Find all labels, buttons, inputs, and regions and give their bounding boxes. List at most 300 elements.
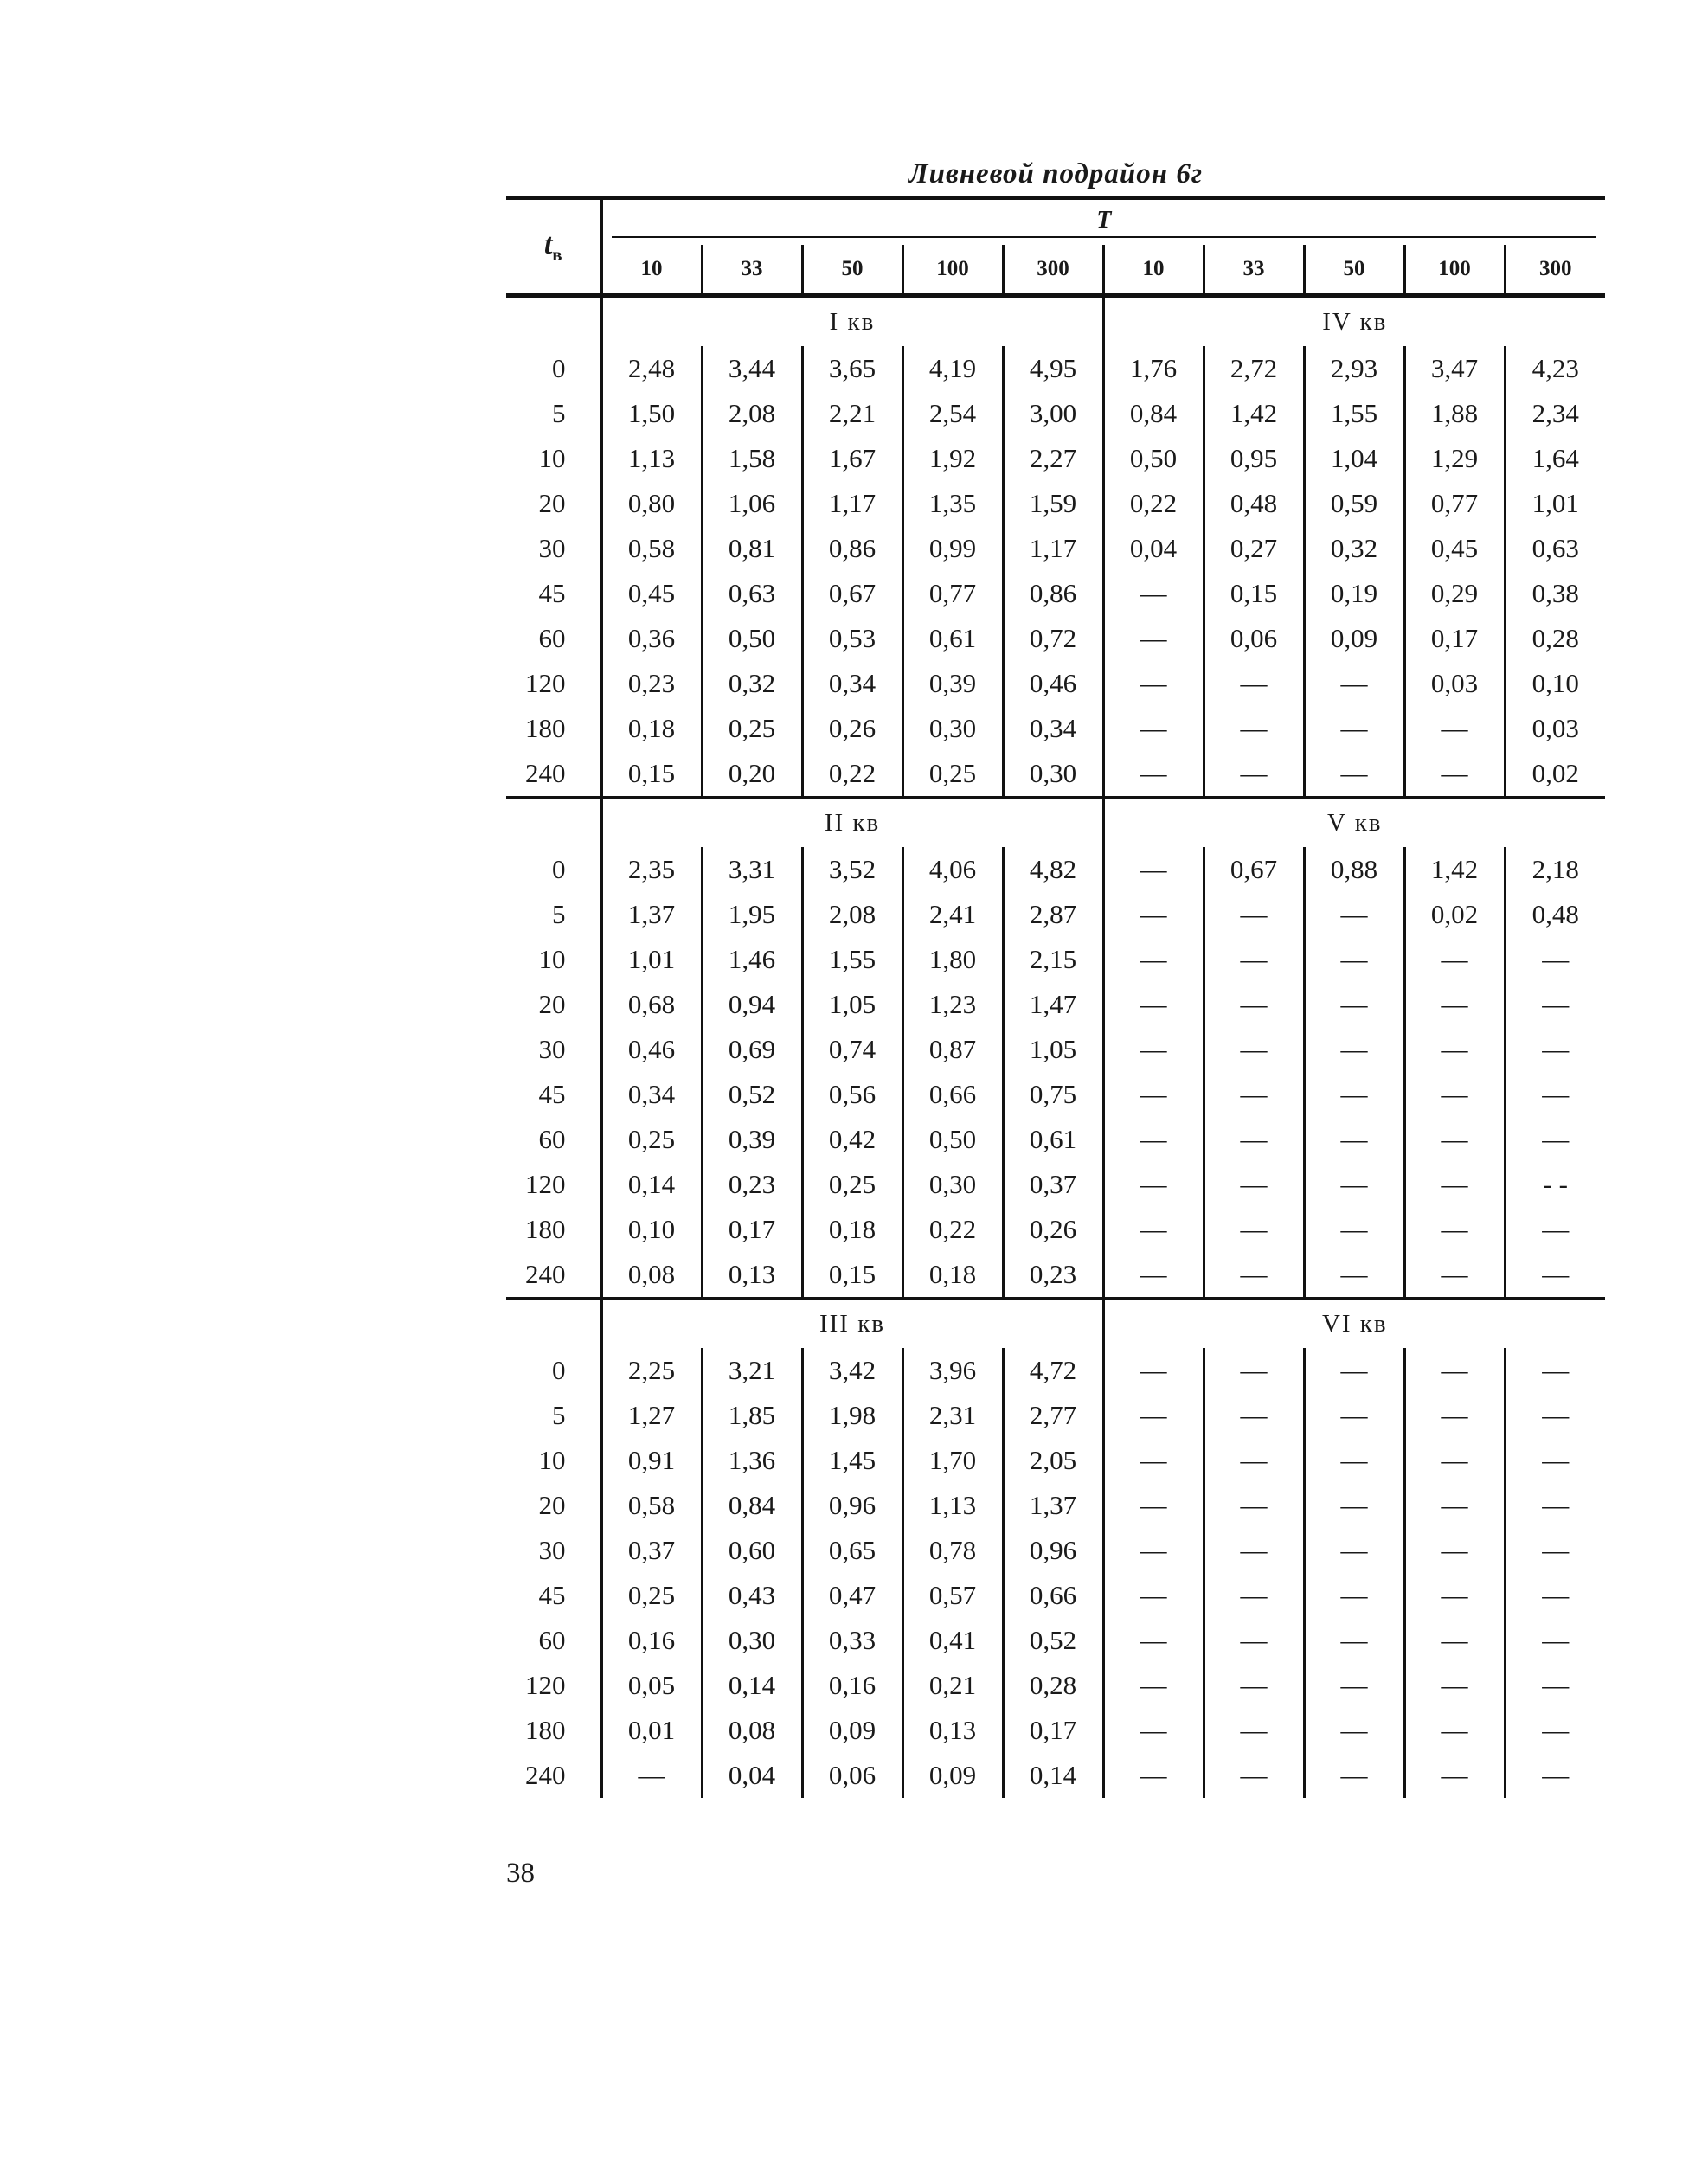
duration-value: 240: [525, 758, 566, 788]
table-row: [506, 1708, 1605, 1753]
table-cell: —: [1404, 1438, 1505, 1483]
table-cell: —: [1505, 1483, 1605, 1528]
table-cell: 0,10: [601, 1207, 702, 1252]
table-cell: 1,58: [702, 436, 802, 481]
table-cell: 0,78: [902, 1528, 1003, 1573]
table-cell: 0,27: [1204, 526, 1304, 571]
table-cell: 0,96: [802, 1483, 902, 1528]
table-cell: 0,17: [702, 1207, 802, 1252]
table-cell: —: [1505, 1393, 1605, 1438]
table-cell: —: [1404, 1117, 1505, 1162]
table-cell: —: [1204, 1207, 1304, 1252]
table-cell: 0,45: [1404, 526, 1505, 571]
table-cell: 0,25: [902, 751, 1003, 798]
table-cell: 2,25: [601, 1348, 702, 1393]
duration-value: 30: [538, 533, 566, 563]
table-cell: 0,38: [1505, 571, 1605, 616]
return-period-header: 33: [702, 245, 802, 296]
table-cell: 0,77: [902, 571, 1003, 616]
table-cell: 0,66: [1003, 1573, 1103, 1618]
table-cell: 0,57: [902, 1573, 1003, 1618]
table-cell: 0,02: [1404, 892, 1505, 937]
table-cell: —: [1404, 1483, 1505, 1528]
return-period-header: 300: [1003, 245, 1103, 296]
duration-value: 180: [525, 1715, 566, 1745]
table-cell: 0,32: [702, 661, 802, 706]
table-cell: 1,05: [802, 982, 902, 1027]
table-cell: 3,00: [1003, 391, 1103, 436]
table-cell: —: [1505, 1072, 1605, 1117]
table-cell: 0,81: [702, 526, 802, 571]
quarter-row: [506, 798, 1605, 848]
table-cell: 0,34: [1003, 706, 1103, 751]
table-row: [506, 892, 1605, 937]
table-cell: —: [1304, 1393, 1404, 1438]
table-cell: 1,80: [902, 937, 1003, 982]
table-cell: 0,25: [702, 706, 802, 751]
table-cell: 0,09: [802, 1708, 902, 1753]
table-cell: 2,77: [1003, 1393, 1103, 1438]
table-cell: 0,08: [601, 1252, 702, 1299]
table-row: [506, 1027, 1605, 1072]
table-cell: 0,23: [702, 1162, 802, 1207]
table-cell: 1,92: [902, 436, 1003, 481]
table-row: [506, 1207, 1605, 1252]
table-cell: 1,59: [1003, 481, 1103, 526]
table-cell: —: [1204, 892, 1304, 937]
table-cell: —: [1204, 751, 1304, 798]
table-cell: —: [1304, 1573, 1404, 1618]
table-cell: —: [1404, 1708, 1505, 1753]
table-cell: 0,46: [1003, 661, 1103, 706]
duration-value: 240: [525, 1259, 566, 1289]
table-cell: 0,26: [802, 706, 902, 751]
table-row: [506, 661, 1605, 706]
table-cell: 0,29: [1404, 571, 1505, 616]
return-period-header: 33: [1204, 245, 1304, 296]
table-cell: 0,95: [1204, 436, 1304, 481]
table-cell: —: [1204, 1393, 1304, 1438]
table-cell: —: [1204, 1438, 1304, 1483]
table-cell: —: [1204, 982, 1304, 1027]
table-cell: 0,25: [601, 1117, 702, 1162]
table-cell: —: [1103, 1708, 1204, 1753]
table-cell: —: [1304, 1528, 1404, 1573]
table-cell: 1,17: [1003, 526, 1103, 571]
table-cell: 2,21: [802, 391, 902, 436]
table-cell: 0,52: [702, 1072, 802, 1117]
return-period-header: 50: [1304, 245, 1404, 296]
table-cell: - -: [1505, 1162, 1605, 1207]
table-cell: 0,86: [802, 526, 902, 571]
table-cell: 0,30: [902, 1162, 1003, 1207]
table-cell: 0,22: [802, 751, 902, 798]
table-cell: 0,41: [902, 1618, 1003, 1663]
table-cell: —: [1103, 1438, 1204, 1483]
duration-value: 10: [538, 443, 566, 473]
table-row: [506, 1348, 1605, 1393]
quarter-label: V кв: [1103, 798, 1605, 848]
table-cell: 2,27: [1003, 436, 1103, 481]
table-cell: 1,45: [802, 1438, 902, 1483]
table-cell: —: [1304, 751, 1404, 798]
duration-value: 5: [552, 899, 566, 929]
table-cell: 0,47: [802, 1573, 902, 1618]
table-cell: —: [1505, 1252, 1605, 1299]
table-cell: —: [1103, 751, 1204, 798]
duration-value: 5: [552, 398, 566, 428]
table-cell: 2,18: [1505, 847, 1605, 892]
table-cell: 0,74: [802, 1027, 902, 1072]
table-cell: 0,68: [601, 982, 702, 1027]
table-cell: 0,17: [1003, 1708, 1103, 1753]
table-cell: 3,96: [902, 1348, 1003, 1393]
table-cell: —: [1505, 1618, 1605, 1663]
table-cell: —: [1404, 937, 1505, 982]
table-cell: 1,05: [1003, 1027, 1103, 1072]
table-body: [506, 296, 1605, 1799]
table-cell: 3,44: [702, 346, 802, 391]
table-cell: —: [1404, 982, 1505, 1027]
table-cell: 1,01: [601, 937, 702, 982]
table-cell: —: [1103, 1252, 1204, 1299]
table-cell: —: [1103, 661, 1204, 706]
duration-value: 10: [538, 1445, 566, 1475]
table-row: [506, 751, 1605, 798]
table-cell: —: [1404, 1072, 1505, 1117]
table-cell: 0,50: [902, 1117, 1003, 1162]
table-cell: 0,72: [1003, 616, 1103, 661]
table-cell: —: [1204, 1753, 1304, 1798]
table-cell: 0,43: [702, 1573, 802, 1618]
table-cell: 1,29: [1404, 436, 1505, 481]
table-cell: —: [1204, 1573, 1304, 1618]
duration-value: 45: [538, 1580, 566, 1610]
table-cell: —: [1304, 1663, 1404, 1708]
duration-value: 5: [552, 1400, 566, 1430]
duration-value: 0: [552, 1355, 566, 1385]
table-cell: 0,32: [1304, 526, 1404, 571]
table-cell: —: [1404, 1348, 1505, 1393]
table-cell: 1,04: [1304, 436, 1404, 481]
table-cell: 0,10: [1505, 661, 1605, 706]
table-row: [506, 1753, 1605, 1798]
table-cell: 0,08: [702, 1708, 802, 1753]
duration-value: 10: [538, 944, 566, 974]
return-period-header: 100: [902, 245, 1003, 296]
table-cell: 0,34: [601, 1072, 702, 1117]
table-row: [506, 1162, 1605, 1207]
table-cell: —: [1103, 1573, 1204, 1618]
table-cell: 1,88: [1404, 391, 1505, 436]
table-cell: 2,34: [1505, 391, 1605, 436]
table-cell: 2,08: [802, 892, 902, 937]
quarter-label: I кв: [601, 296, 1103, 347]
table-cell: 0,34: [802, 661, 902, 706]
table-cell: —: [1204, 1027, 1304, 1072]
table-cell: —: [1404, 706, 1505, 751]
table-cell: 1,50: [601, 391, 702, 436]
table-cell: 1,13: [601, 436, 702, 481]
table-cell: 0,61: [1003, 1117, 1103, 1162]
table-cell: 0,33: [802, 1618, 902, 1663]
rainfall-table: [506, 196, 1605, 1798]
table-cell: 0,53: [802, 616, 902, 661]
table-cell: —: [1103, 1663, 1204, 1708]
table-cell: —: [1204, 1483, 1304, 1528]
duration-value: 60: [538, 1124, 566, 1154]
table-cell: 0,18: [802, 1207, 902, 1252]
table-cell: 3,21: [702, 1348, 802, 1393]
quarter-label: VI кв: [1103, 1299, 1605, 1349]
table-cell: 0,96: [1003, 1528, 1103, 1573]
table-cell: 0,58: [601, 1483, 702, 1528]
table-cell: 0,04: [1103, 526, 1204, 571]
table-cell: —: [1103, 1348, 1204, 1393]
table-row: [506, 526, 1605, 571]
table-row: [506, 436, 1605, 481]
table-cell: —: [1404, 1393, 1505, 1438]
table-cell: 1,46: [702, 937, 802, 982]
table-cell: 4,23: [1505, 346, 1605, 391]
table-cell: —: [1304, 1483, 1404, 1528]
duration-value: 180: [525, 1214, 566, 1244]
table-cell: —: [1304, 1162, 1404, 1207]
table-cell: —: [1304, 1252, 1404, 1299]
return-period-group-header: T: [601, 198, 1605, 246]
table-cell: 0,15: [802, 1252, 902, 1299]
table-row: [506, 982, 1605, 1027]
table-cell: 2,41: [902, 892, 1003, 937]
table-cell: 1,13: [902, 1483, 1003, 1528]
table-cell: —: [1304, 1348, 1404, 1393]
table-cell: 0,60: [702, 1528, 802, 1573]
table-cell: 0,19: [1304, 571, 1404, 616]
table-cell: —: [1505, 1207, 1605, 1252]
table-cell: 0,91: [601, 1438, 702, 1483]
table-cell: 0,15: [601, 751, 702, 798]
table-cell: 1,37: [1003, 1483, 1103, 1528]
table-cell: —: [601, 1753, 702, 1798]
table-cell: 4,19: [902, 346, 1003, 391]
table-cell: 0,14: [1003, 1753, 1103, 1798]
table-cell: 0,15: [1204, 571, 1304, 616]
table-cell: 0,37: [1003, 1162, 1103, 1207]
table-cell: —: [1204, 1348, 1304, 1393]
table-cell: 1,64: [1505, 436, 1605, 481]
table-cell: 3,65: [802, 346, 902, 391]
table-cell: 0,22: [902, 1207, 1003, 1252]
table-cell: 0,63: [1505, 526, 1605, 571]
table-cell: 0,03: [1404, 661, 1505, 706]
table-cell: 1,42: [1204, 391, 1304, 436]
table-cell: 0,06: [1204, 616, 1304, 661]
table-cell: —: [1304, 706, 1404, 751]
quarter-row-spacer: [506, 798, 601, 848]
table-cell: —: [1404, 1618, 1505, 1663]
table-row: [506, 1573, 1605, 1618]
table-cell: —: [1304, 1027, 1404, 1072]
table-cell: 4,82: [1003, 847, 1103, 892]
table-cell: —: [1304, 1753, 1404, 1798]
table-cell: 0,84: [1103, 391, 1204, 436]
table-cell: 4,72: [1003, 1348, 1103, 1393]
table-cell: 2,31: [902, 1393, 1003, 1438]
table-cell: —: [1304, 1072, 1404, 1117]
table-cell: 0,58: [601, 526, 702, 571]
table-row: [506, 937, 1605, 982]
table-cell: 0,77: [1404, 481, 1505, 526]
table-cell: —: [1505, 1438, 1605, 1483]
table-cell: 0,30: [1003, 751, 1103, 798]
table-cell: —: [1103, 1207, 1204, 1252]
table-cell: 0,86: [1003, 571, 1103, 616]
quarter-label: IV кв: [1103, 296, 1605, 347]
table-cell: —: [1103, 571, 1204, 616]
table-cell: —: [1404, 1162, 1505, 1207]
table-cell: 0,65: [802, 1528, 902, 1573]
table-cell: 0,05: [601, 1663, 702, 1708]
table-cell: 0,67: [802, 571, 902, 616]
table-cell: —: [1505, 1708, 1605, 1753]
table-cell: 0,04: [702, 1753, 802, 1798]
duration-value: 0: [552, 854, 566, 884]
table-cell: 0,94: [702, 982, 802, 1027]
table-row: [506, 481, 1605, 526]
table-cell: 1,67: [802, 436, 902, 481]
table-cell: 1,42: [1404, 847, 1505, 892]
quarter-row: [506, 1299, 1605, 1349]
table-cell: —: [1103, 1528, 1204, 1573]
table-cell: 3,52: [802, 847, 902, 892]
table-cell: 0,61: [902, 616, 1003, 661]
table-cell: —: [1103, 616, 1204, 661]
table-cell: 1,37: [601, 892, 702, 937]
table-cell: 2,93: [1304, 346, 1404, 391]
table-cell: —: [1103, 892, 1204, 937]
table-cell: —: [1204, 1072, 1304, 1117]
page-title: Ливневой подрайон 6г: [908, 158, 1203, 189]
table-cell: 2,72: [1204, 346, 1304, 391]
duration-value: 30: [538, 1034, 566, 1064]
duration-value: 20: [538, 1490, 566, 1520]
table-cell: 2,08: [702, 391, 802, 436]
table-cell: 1,17: [802, 481, 902, 526]
table-cell: 0,13: [902, 1708, 1003, 1753]
table-cell: —: [1204, 1528, 1304, 1573]
table-cell: 0,25: [601, 1573, 702, 1618]
table-cell: 0,36: [601, 616, 702, 661]
table-cell: —: [1505, 1117, 1605, 1162]
table-cell: —: [1404, 1573, 1505, 1618]
table-cell: 0,39: [702, 1117, 802, 1162]
table-cell: 0,39: [902, 661, 1003, 706]
table-cell: 3,31: [702, 847, 802, 892]
table-cell: 0,50: [1103, 436, 1204, 481]
table-cell: 0,87: [902, 1027, 1003, 1072]
quarter-label: III кв: [601, 1299, 1103, 1349]
table-cell: —: [1304, 982, 1404, 1027]
period-header-row: [506, 245, 1605, 296]
table-cell: 0,45: [601, 571, 702, 616]
return-period-header: 300: [1505, 245, 1605, 296]
table-cell: 0,09: [902, 1753, 1003, 1798]
table-cell: 1,27: [601, 1393, 702, 1438]
table-cell: 0,16: [601, 1618, 702, 1663]
table-cell: 0,37: [601, 1528, 702, 1573]
table-cell: —: [1505, 1027, 1605, 1072]
table-cell: 0,52: [1003, 1618, 1103, 1663]
table-cell: 2,54: [902, 391, 1003, 436]
return-period-header: 10: [601, 245, 702, 296]
table-cell: 1,55: [802, 937, 902, 982]
table-row: [506, 1618, 1605, 1663]
table-row: [506, 1117, 1605, 1162]
table-cell: 1,36: [702, 1438, 802, 1483]
table-cell: 0,16: [802, 1663, 902, 1708]
duration-value: 180: [525, 713, 566, 743]
table-cell: —: [1505, 982, 1605, 1027]
table-row: [506, 1663, 1605, 1708]
table-cell: —: [1103, 1162, 1204, 1207]
table-cell: 0,20: [702, 751, 802, 798]
table-cell: —: [1103, 982, 1204, 1027]
table-cell: 0,17: [1404, 616, 1505, 661]
table-cell: 0,06: [802, 1753, 902, 1798]
table-cell: 0,18: [902, 1252, 1003, 1299]
table-cell: —: [1304, 1207, 1404, 1252]
table-cell: —: [1505, 937, 1605, 982]
table-cell: —: [1204, 937, 1304, 982]
table-cell: —: [1103, 1753, 1204, 1798]
table-cell: —: [1304, 937, 1404, 982]
table-cell: 0,56: [802, 1072, 902, 1117]
table-cell: —: [1505, 1348, 1605, 1393]
table-cell: —: [1204, 706, 1304, 751]
table-cell: 0,14: [601, 1162, 702, 1207]
table-cell: 1,06: [702, 481, 802, 526]
table-cell: 0,18: [601, 706, 702, 751]
table-cell: 0,14: [702, 1663, 802, 1708]
table-cell: 1,35: [902, 481, 1003, 526]
duration-value: 45: [538, 1079, 566, 1109]
table-row: [506, 1072, 1605, 1117]
duration-value: 120: [525, 1169, 566, 1199]
table-cell: —: [1304, 661, 1404, 706]
table-row: [506, 1528, 1605, 1573]
table-row: [506, 391, 1605, 436]
table-cell: 0,22: [1103, 481, 1204, 526]
table-row: [506, 1252, 1605, 1299]
table-cell: 0,02: [1505, 751, 1605, 798]
table-cell: 2,05: [1003, 1438, 1103, 1483]
duration-value: 45: [538, 578, 566, 608]
table-cell: —: [1404, 1027, 1505, 1072]
table-cell: 0,50: [702, 616, 802, 661]
table-row: [506, 1438, 1605, 1483]
table-cell: 3,42: [802, 1348, 902, 1393]
table-cell: —: [1204, 1252, 1304, 1299]
table-cell: 0,46: [601, 1027, 702, 1072]
table-cell: 0,30: [702, 1618, 802, 1663]
table-cell: —: [1204, 661, 1304, 706]
return-period-header: 50: [802, 245, 902, 296]
table-cell: —: [1404, 751, 1505, 798]
return-period-header: 10: [1103, 245, 1204, 296]
table-cell: 0,28: [1003, 1663, 1103, 1708]
table-cell: —: [1304, 892, 1404, 937]
quarter-row: [506, 296, 1605, 347]
